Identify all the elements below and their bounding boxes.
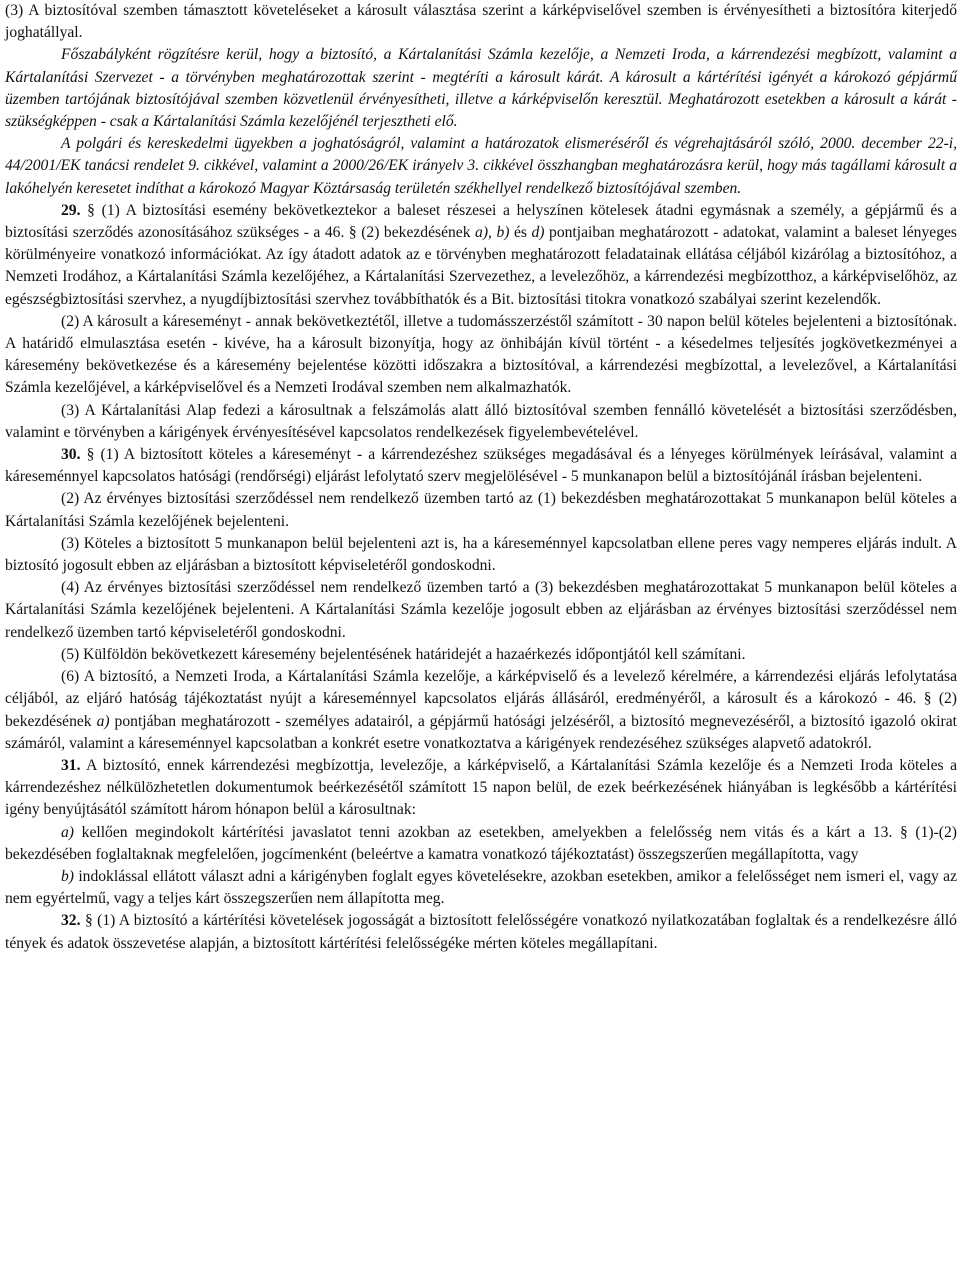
section-30-paragraph-3: (3) Köteles a biztosított 5 munkanapon belül bejelenteni azt is, ha a káreseménnyel kapcsolatban ellene peres vagy nemperes eljárás indult. A biztosító jogosult ebben az eljárásban a biztosított képviseletéről gondoskodni. bbox=[5, 534, 957, 575]
section-number: 31. bbox=[61, 756, 81, 774]
text-run: A biztosító, ennek kárrendezési megbízottja, levelezője, a kárképviselő, a Kártalanítási Számla kezelője és a Nemzeti Iroda köteles a kárrendezéshez nélkülözhetetlen dokumentumok beérkezésétől számított 15 napon belül, de ezek beérkezésének hiányában is legkésőbb a kártérítési igény benyújtásától számított három hónapon belül a károsultnak: bbox=[5, 756, 957, 819]
section-number: 32. bbox=[61, 912, 81, 930]
text-run: § (1) A biztosítási esemény bekövetkeztekor a baleset részesei a helyszínen kötelesek átadni egymásnak a személy, a gépjármű és a biztosítási szerződés azonosításához szükséges - a 46. § (2) bekezdésének bbox=[5, 201, 957, 242]
point-label: a) bbox=[61, 823, 74, 841]
text-run: kellően megindokolt kártérítési javaslatot tenni azokban az esetekben, amelyekben a felelősség nem vitás és a kárt a 13. § (1)-(2) bekezdésében foglaltaknak megfelelően, jogcímenként (beleértve a kamatra vonatkozó tájékoztatást) összegszerűen megállapította, vagy bbox=[5, 823, 957, 863]
text-run-italic: a), b) bbox=[475, 224, 510, 242]
text-run: és bbox=[509, 224, 532, 242]
text-run: pontjaiban meghatározott - adatokat, valamint a baleset lényeges körülményeire vonatkozó információkat. Az így átadott adatok az e törvényben meghatározott feladatainak ellátása céljából kizárólag a biztosítóhoz, a Nemzeti Irodához, a Kártalanítási Számla kezelőjéhez, a Kártalanítási Szervezethez, a levelezőhöz, a kárrendezési megbízotthoz, a kárképviselőhöz, az egészségbiztosítási szervhez, a nyugdíjbiztosítási szervhez továbbíthatók és a Bit. biztosítási titokra vonatkozó szabályai szerint kezelendők. bbox=[5, 224, 957, 308]
section-30-paragraph-6 bbox=[5, 666, 957, 755]
section-32-paragraph-1 bbox=[5, 910, 957, 954]
text-run-italic: d) bbox=[531, 224, 545, 242]
section-29-paragraph-1 bbox=[5, 200, 957, 311]
section-30-paragraph-5: (5) Külföldön bekövetkezett káresemény bejelentésének határidejét a hazaérkezés időpontjától kell számítani. bbox=[61, 645, 746, 663]
section-number: 30. bbox=[61, 446, 81, 464]
section-31-point-b bbox=[5, 866, 957, 910]
section-30-paragraph-4: (4) Az érvényes biztosítási szerződéssel nem rendelkező üzemben tartó a (3) bekezdésben meghatározottakat 5 munkanapon belül köteles a Kártalanítási Számla kezelőjének bejelenteni. A Kártalanítási Számla kezelője jogosult ebben az eljárásban az érvényes biztosítási szerződéssel nem rendelkező üzemben tartó képviseletéről gondoskodni. bbox=[5, 579, 957, 641]
section-31-paragraph-1 bbox=[5, 755, 957, 822]
section-29-paragraph-2: (2) A károsult a káreseményt - annak bekövetkeztétől, illetve a tudomásszerzéstől számított - 30 napon belül köteles bejelenteni a biztosítónak. A határidő elmulasztása esetén - kivéve, ha a károsult bizonyítja, hogy az önhibáján kívül történt - a késedelmes teljesítés jogkövetkezményei a káresemény bekövetkezése és a káresemény bejelentése közötti időszakra a biztosítóval, a kárrendezési megbízottal, a levelezővel, a Kártalanítási Számla kezelőjével, a kárképviselővel és a Nemzeti Irodával szemben nem alkalmazhatók. bbox=[5, 312, 957, 397]
text-run: (6) A biztosító, a Nemzeti Iroda, a Kártalanítási Számla kezelője, a kárképviselő és a levelező kérelmére, a kárrendezési eljárás lefolytatása céljából, az eljáró hatóság tájékoztatást nyújt a káreseménnyel kapcsolatos eljárás állásáról, eredményéről, a károsult és a károkozó - 46. § (2) bekezdésének bbox=[5, 668, 957, 730]
text-run: § (1) A biztosított köteles a káreseményt - a kárrendezéshez szükséges megadásával és a lényeges körülmények leírásával, valamint a káreseménnyel kapcsolatos hatósági (rendőrségi) eljárást lefolytató szerv megjelölésével - 5 munkanapon belül a biztosítójánál írásban bejelenteni. bbox=[5, 446, 957, 486]
point-label: b) bbox=[61, 867, 74, 885]
section-30-paragraph-1 bbox=[5, 444, 957, 488]
paragraph-jurisdiction: A polgári és kereskedelmi ügyekben a joghatóságról, valamint a határozatok elismeréséről és végrehajtásáról szóló, 2000. december 22-i, 44/2001/EK tanácsi rendelet 9. cikkével, valamint a 2000/26/EK irányelv 3. cikkével összhangban meghatározásra kerül, hogy más tagállami károsult a lakóhelyén keresetet indíthat a károkozó Magyar Köztársaság területén székhellyel rendelkező biztosítójával szemben. bbox=[5, 135, 957, 197]
text-run-italic: a) bbox=[96, 712, 110, 730]
section-31-point-a bbox=[5, 822, 957, 866]
paragraph-3-claims-against-representative: (3) A biztosítóval szemben támasztott követeléseket a károsult választása szerint a kárképviselővel szemben is érvényesítheti a biztosítóra kiterjedő joghatállyal. bbox=[5, 2, 957, 42]
document-page bbox=[5, 0, 957, 955]
text-run: pontjában meghatározott - személyes adatairól, a gépjármű hatósági jelzéséről, a biztosító megnevezéséről, a biztosító igazoló okirat számáról, valamint a káreseménnyel kapcsolatban a konkrét esetre vonatkoztatva a kárigények rendezéséhez szükséges alapvető adatokról. bbox=[5, 712, 957, 752]
section-29-paragraph-3: (3) A Kártalanítási Alap fedezi a károsultnak a felszámolás alatt álló biztosítóval szemben fennálló követelését a biztosítási szerződésben, valamint e törvényben a kárigények érvényesítésével kapcsolatos rendelkezések figyelembevételével. bbox=[5, 401, 957, 441]
text-run: § (1) A biztosító a kártérítési követelések jogosságát a biztosított felelősségére vonatkozó nyilatkozatában foglaltak és a rendelkezésre álló tények és adatok összevetése alapján, a biztosított kártérítési felelősségéke mérten köteles megállapítani. bbox=[5, 912, 957, 952]
section-30-paragraph-2: (2) Az érvényes biztosítási szerződéssel nem rendelkező üzemben tartó az (1) bekezdésben meghatározottakat 5 munkanapon belül köteles a Kártalanítási Számla kezelőjének bejelenteni. bbox=[5, 490, 957, 530]
paragraph-principle-compensation: Főszabályként rögzítésre kerül, hogy a biztosító, a Kártalanítási Számla kezelője, a Nemzeti Iroda, a kárrendezési megbízott, valamint a Kártalanítási Szervezet - a törvényben meghatározottak szerint - megtéríti a károsult kárát. A károsult a kártérítési igényét a károkozó gépjármű üzemben tartójának biztosítójával szemben közvetlenül érvényesítheti, illetve a kárképviselőn keresztül. Meghatározott esetekben a károsult a kárát - szükségképpen - csak a Kártalanítási Számla kezelőjénél terjesztheti elő. bbox=[5, 46, 957, 131]
text-run: indoklással ellátott választ adni a kárigényben foglalt egyes követelésekre, azokban esetekben, amikor a felelősséget nem ismeri el, vagy az nem egyértelmű, vagy a teljes kárt összegszerűen nem állapította meg. bbox=[5, 867, 957, 908]
section-number: 29. bbox=[61, 201, 81, 219]
